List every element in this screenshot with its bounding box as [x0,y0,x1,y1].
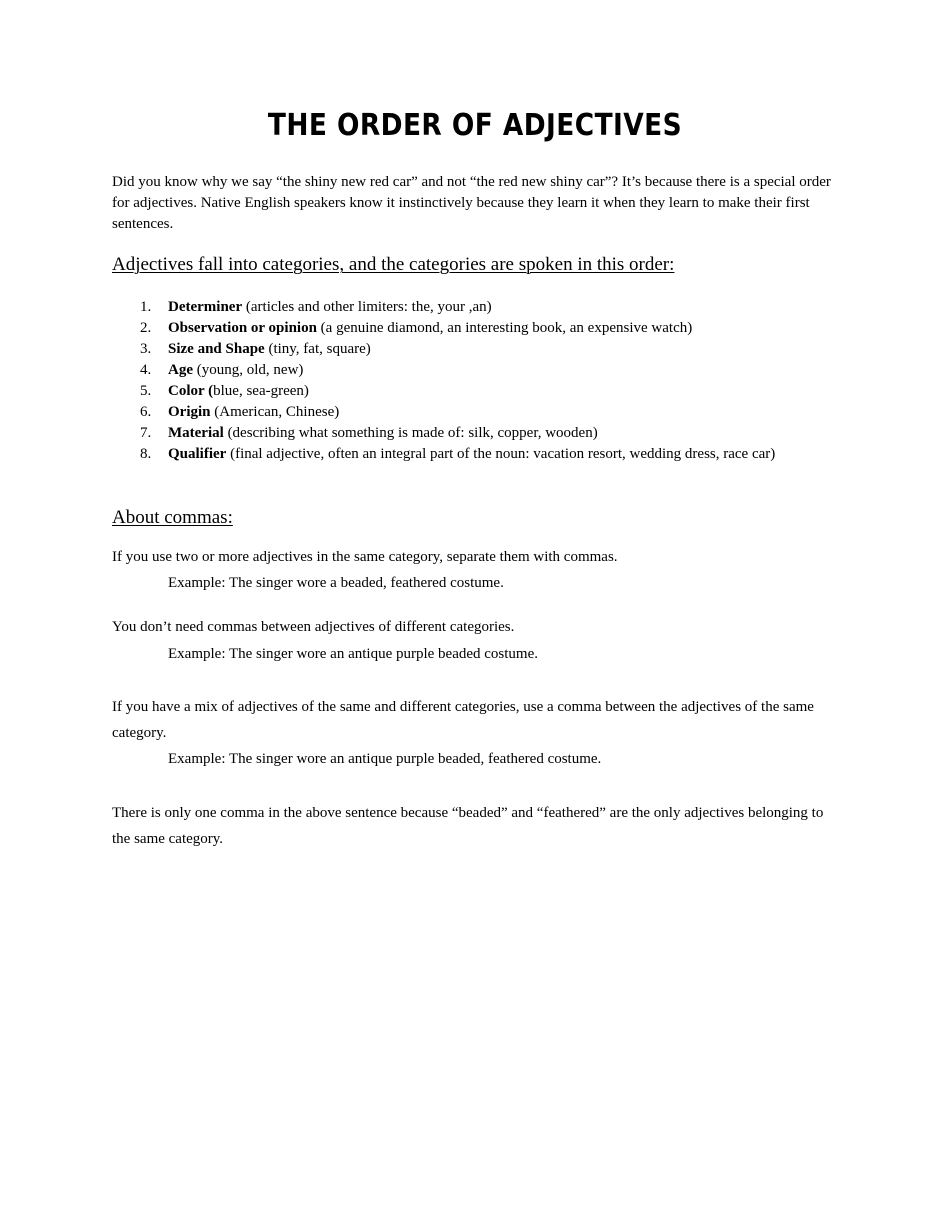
list-item [112,318,842,339]
comma-note: There is only one comma in the above sentence because “beaded” and “feathered” are the only adjectives belonging to the same category. [112,805,824,847]
list-item [112,339,842,360]
category-term: Origin [168,404,211,420]
list-number: 5. [140,383,152,399]
list-number: 4. [140,362,152,378]
category-term: Color ( [168,383,214,399]
example-sentence: Example: The singer wore an antique purple beaded, feathered costume. [168,751,602,767]
list-item [112,423,842,444]
list-number: 7. [140,425,152,441]
list-item [112,402,842,423]
category-term: Determiner [168,299,243,315]
list-number: 8. [140,446,152,462]
list-number: 6. [140,404,152,420]
category-description: blue, sea-green) [213,383,309,399]
category-term: Qualifier [168,446,227,462]
list-item [112,360,842,381]
commas-heading: About commas: [112,507,233,528]
list-number: 3. [140,341,152,357]
category-description: (describing what something is made of: silk, copper, wooden) [223,425,598,441]
page-title: THE ORDER OF ADJECTIVES [267,108,683,143]
example-sentence: Example: The singer wore a beaded, feathered costume. [168,575,504,591]
categories-list [112,297,842,465]
category-term: Size and Shape [168,341,265,357]
list-number: 2. [140,320,152,336]
list-item [112,381,842,402]
category-term: Observation or opinion [168,320,317,336]
category-term: Age [168,362,193,378]
category-description: (young, old, new) [193,362,304,378]
category-description: (a genuine diamond, an interesting book, an expensive watch) [316,320,693,336]
category-description: (articles and other limiters: the, your ,an) [242,299,492,315]
comma-rule-different-categories: You don’t need commas between adjectives of different categories. [112,619,515,635]
list-item [112,444,842,465]
list-number: 1. [140,299,152,315]
comma-rule-mixed-categories: If you have a mix of adjectives of the same and different categories, use a comma between the adjectives of the same category. [112,699,814,741]
categories-heading: Adjectives fall into categories, and the categories are spoken in this order: [112,254,675,275]
list-item [112,297,842,318]
category-description: (American, Chinese) [210,404,340,420]
category-description: (tiny, fat, square) [264,341,371,357]
intro-paragraph: Did you know why we say “the shiny new red car” and not “the red new shiny car”? It’s because there is a special order for adjectives. Native English speakers know it instinctively because they learn it when they learn to make their first sentences. [112,174,831,232]
category-term: Material [168,425,224,441]
example-sentence: Example: The singer wore an antique purple beaded costume. [168,646,539,662]
category-description: (final adjective, often an integral part of the noun: vacation resort, wedding dress, race car) [226,446,776,462]
comma-rule-same-category: If you use two or more adjectives in the same category, separate them with commas. [112,549,618,565]
